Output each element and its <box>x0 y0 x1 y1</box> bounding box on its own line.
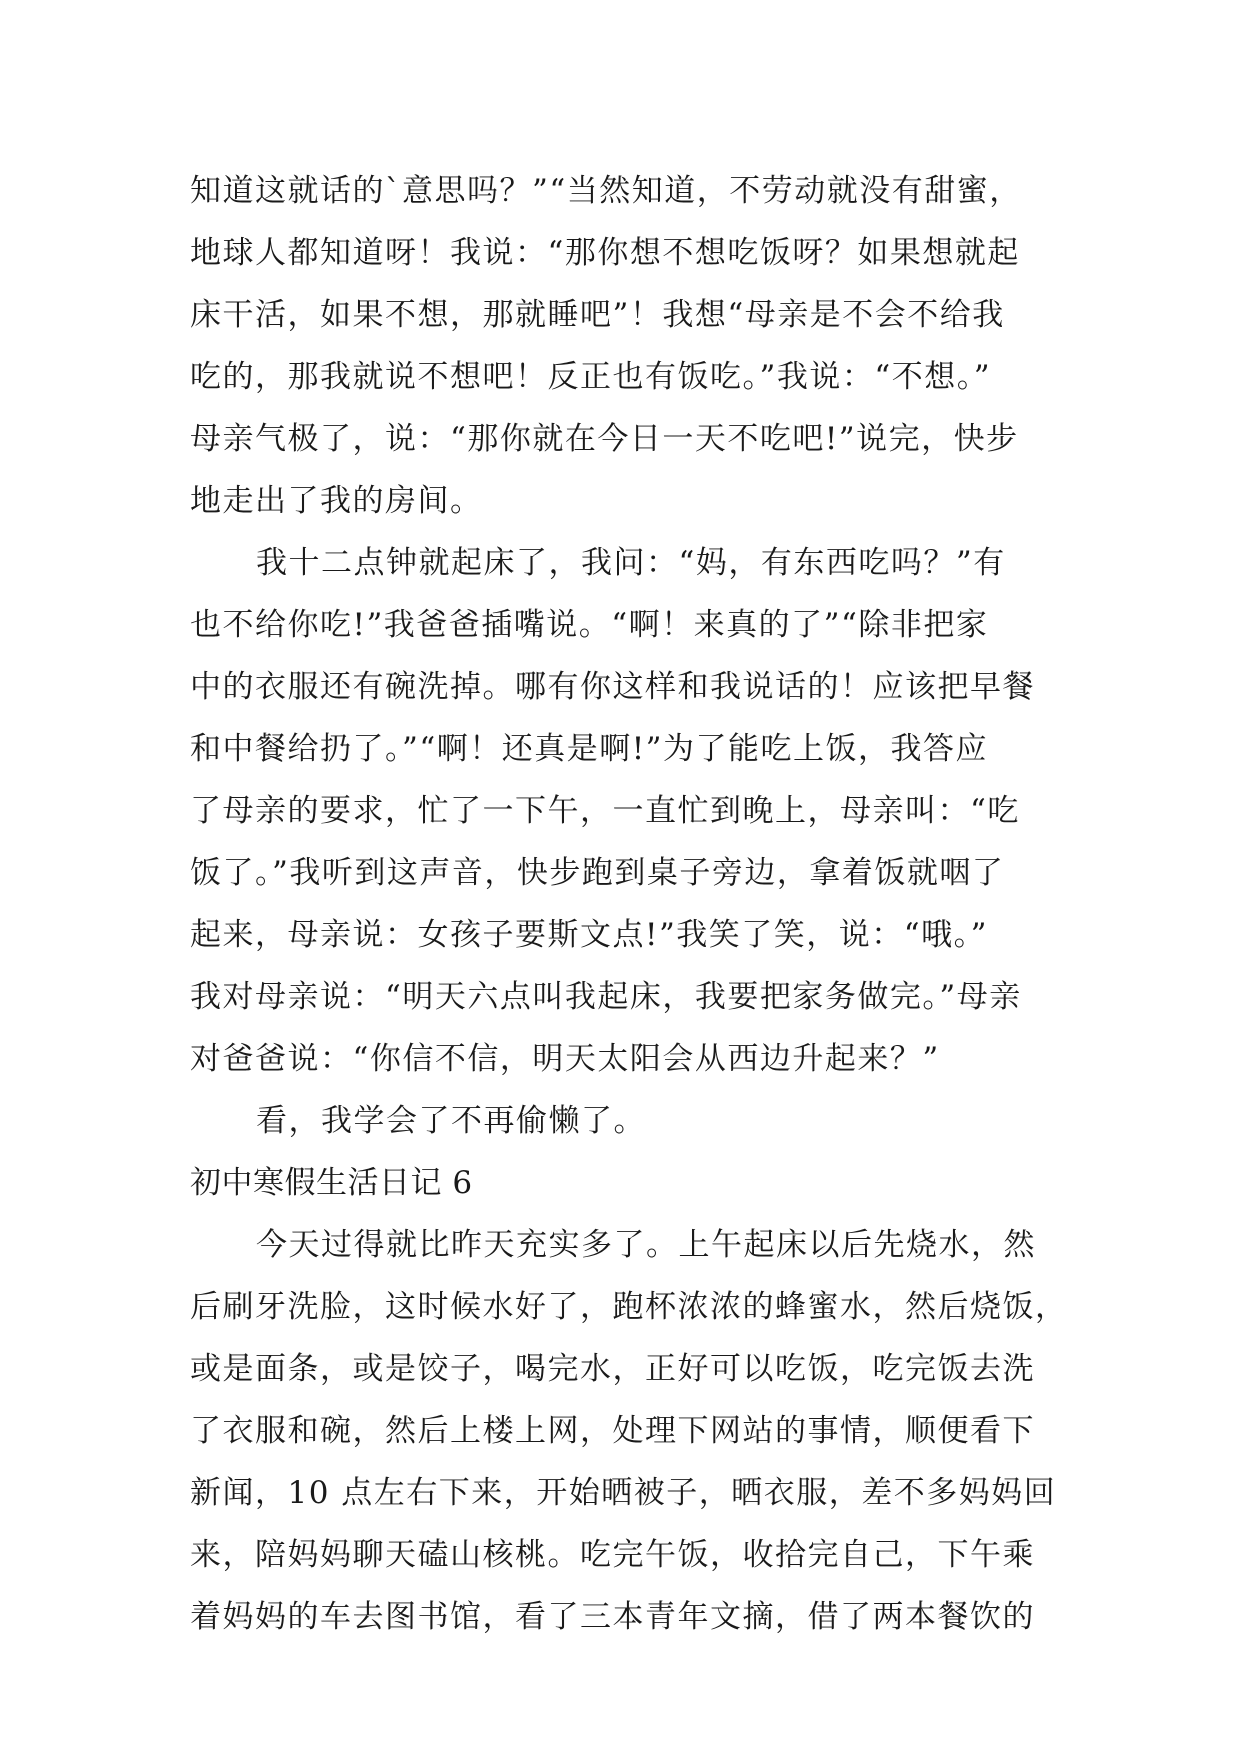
text-line: 饭了。”我听到这声音，快步跑到桌子旁边，拿着饭就咽了 <box>190 855 1005 891</box>
text-line: 了母亲的要求，忙了一下午，一直忙到晚上，母亲叫：“吃 <box>190 793 1020 829</box>
text-line: 知道这就话的`意思吗？”“当然知道，不劳动就没有甜蜜， <box>190 173 1022 209</box>
text-line: 来，陪妈妈聊天磕山核桃。吃完午饭，收拾完自己，下午乘 <box>190 1537 1035 1573</box>
text-line: 我对母亲说：“明天六点叫我起床，我要把家务做完。”母亲 <box>190 979 1022 1015</box>
paragraph-continued <box>190 160 1070 532</box>
text-line: 新闻，10 点左右下来，开始晒被子，晒衣服，差不多妈妈回 <box>190 1475 1057 1511</box>
text-line: 了衣服和碗，然后上楼上网，处理下网站的事情，顺便看下 <box>190 1413 1035 1449</box>
text-line: 地球人都知道呀！我说：“那你想不想吃饭呀？如果想就起 <box>190 235 1020 271</box>
paragraph-noon <box>190 532 1070 1090</box>
text-line: 也不给你吃!”我爸爸插嘴说。“啊！来真的了”“除非把家 <box>190 607 989 643</box>
text-line: 今天过得就比昨天充实多了。上午起床以后先烧水，然 <box>256 1227 1036 1263</box>
paragraph-conclusion <box>190 1090 1070 1152</box>
text-line: 床干活，如果不想，那就睡吧”！我想“母亲是不会不给我 <box>190 297 1005 333</box>
document-body <box>190 160 1070 1648</box>
paragraph-diary-6 <box>190 1214 1070 1648</box>
text-line: 看，我学会了不再偷懒了。 <box>256 1103 646 1139</box>
text-line: 吃的，那我就说不想吧！反正也有饭吃。”我说：“不想。” <box>190 359 992 395</box>
text-line: 或是面条，或是饺子，喝完水，正好可以吃饭，吃完饭去洗 <box>190 1351 1035 1387</box>
text-line: 和中餐给扔了。”“啊！还真是啊!”为了能吃上饭，我答应 <box>190 731 988 767</box>
section-heading: 初中寒假生活日记 6 <box>190 1165 473 1201</box>
text-line: 起来，母亲说：女孩子要斯文点!”我笑了笑，说：“哦。” <box>190 917 988 953</box>
text-line: 中的衣服还有碗洗掉。哪有你这样和我说话的！应该把早餐 <box>190 669 1035 705</box>
text-line: 我十二点钟就起床了，我问：“妈，有东西吃吗？”有 <box>256 545 1006 581</box>
text-line: 对爸爸说：“你信不信，明天太阳会从西边升起来？” <box>190 1041 940 1077</box>
text-line: 后刷牙洗脸，这时候水好了，跑杯浓浓的蜂蜜水，然后烧饭， <box>190 1289 1068 1325</box>
text-line: 母亲气极了，说：“那你就在今日一天不吃吧!”说完，快步 <box>190 421 1019 457</box>
text-line: 着妈妈的车去图书馆，看了三本青年文摘，借了两本餐饮的 <box>190 1599 1035 1635</box>
text-line: 地走出了我的房间。 <box>190 483 483 519</box>
